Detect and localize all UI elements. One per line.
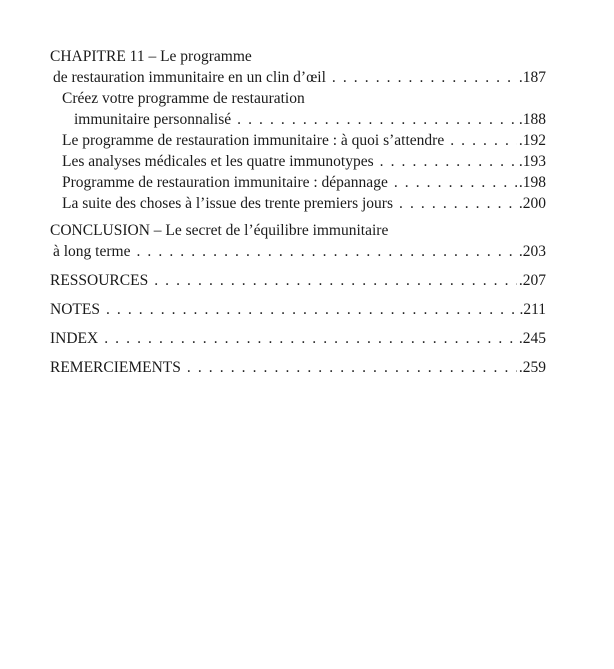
dot-leader: [450, 130, 517, 151]
dot-leader: [380, 151, 517, 172]
entry-title-cont: immunitaire personnalisé: [74, 111, 232, 128]
page-number: .188: [518, 111, 546, 128]
chapter-11-title-cont: de restauration immunitaire en un clin d’œil: [53, 69, 326, 86]
dot-leader: [332, 67, 517, 88]
toc-entry-notes: [50, 299, 546, 320]
page-number: .193: [518, 153, 546, 170]
chapter-11-title: CHAPITRE 11 – Le programme: [50, 48, 252, 65]
toc-entry: [50, 151, 546, 172]
table-of-contents: [50, 46, 546, 378]
toc-entry: [50, 193, 546, 214]
entry-title: Créez votre programme de restauration: [62, 90, 305, 107]
entry-title: NOTES: [50, 301, 100, 318]
toc-entry-remerciements: [50, 357, 546, 378]
dot-leader: [154, 270, 517, 291]
page-number: .187: [518, 69, 546, 86]
page-number: .211: [519, 301, 546, 318]
toc-entry: [50, 172, 546, 193]
dot-leader: [136, 241, 516, 262]
dot-leader: [399, 193, 517, 214]
page-number: .259: [518, 359, 546, 376]
toc-entry-index: [50, 328, 546, 349]
entry-title: Les analyses médicales et les quatre immunotypes: [62, 153, 374, 170]
chapter-11-heading-cont: [50, 67, 546, 88]
conclusion-title: CONCLUSION – Le secret de l’équilibre immunitaire: [50, 222, 389, 239]
toc-entry-ressources: [50, 270, 546, 291]
chapter-11-heading: [50, 46, 546, 67]
page-number: .200: [518, 195, 546, 212]
page-number: .192: [518, 132, 546, 149]
entry-title: Programme de restauration immunitaire : dépannage: [62, 174, 388, 191]
entry-title: INDEX: [50, 330, 99, 347]
conclusion-title-cont: à long terme: [53, 243, 131, 260]
toc-entry: [50, 109, 546, 130]
entry-title: REMERCIEMENTS: [50, 359, 181, 376]
entry-title: La suite des choses à l’issue des trente premiers jours: [62, 195, 394, 212]
dot-leader: [394, 172, 517, 193]
page-number: .207: [518, 272, 546, 289]
dot-leader: [104, 328, 517, 349]
toc-entry: [50, 88, 546, 109]
entry-title: RESSOURCES: [50, 272, 149, 289]
conclusion-heading-cont: [50, 241, 546, 262]
dot-leader: [187, 357, 517, 378]
page-number: .198: [518, 174, 546, 191]
entry-title: Le programme de restauration immunitaire : à quoi s’attendre: [62, 132, 445, 149]
conclusion-heading: [50, 220, 546, 241]
toc-entry: [50, 130, 546, 151]
dot-leader: [237, 109, 517, 130]
page-number: .203: [518, 243, 546, 260]
dot-leader: [106, 299, 517, 320]
page-number: .245: [518, 330, 546, 347]
